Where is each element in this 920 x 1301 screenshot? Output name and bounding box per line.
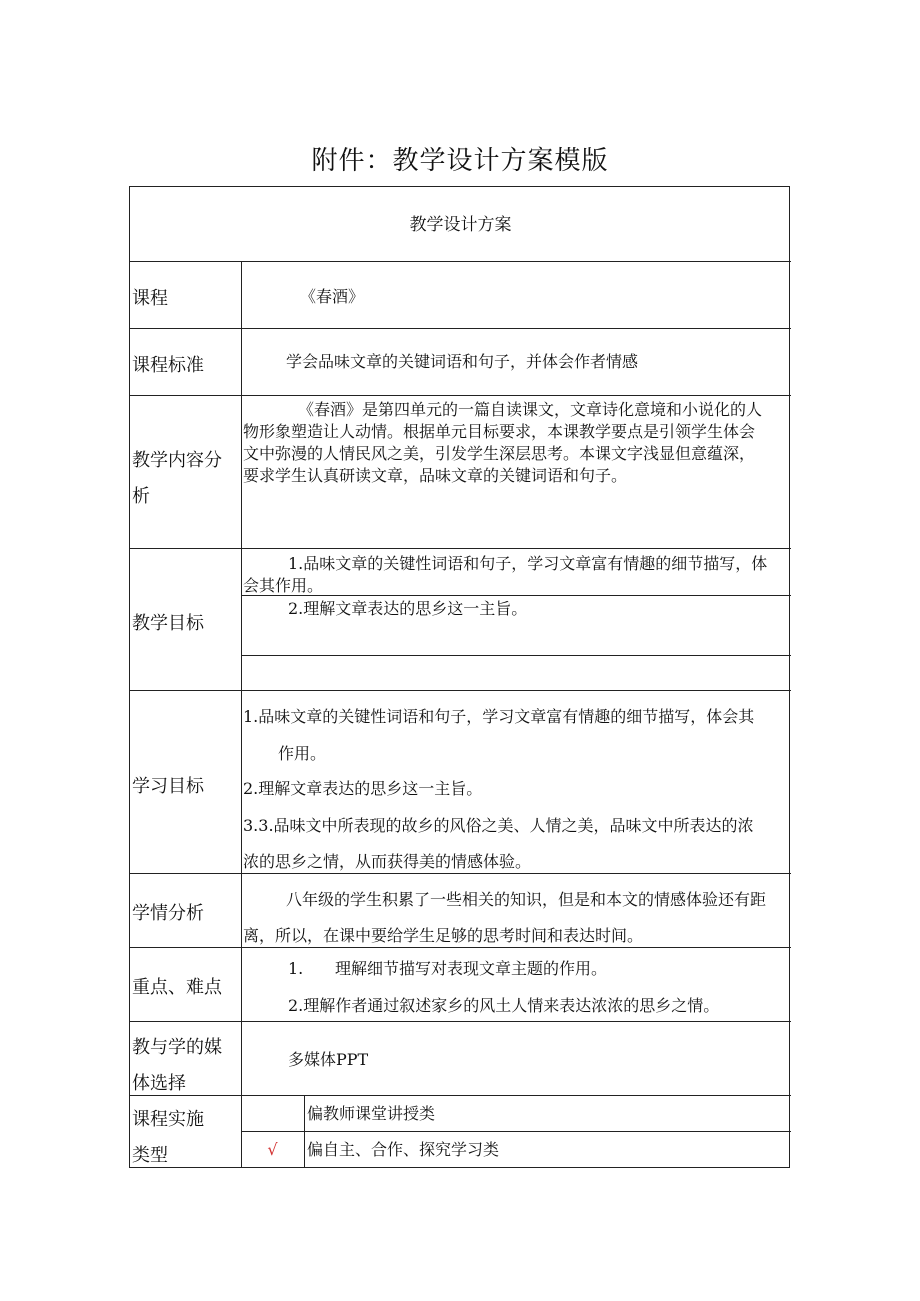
key-point-2: 2.理解作者通过叙述家乡的风土人情来表达浓浓的思乡之情。 [288, 996, 720, 1015]
row-divider [130, 261, 791, 262]
key-point-1-text: 理解细节描写对表现文章主题的作用。 [335, 959, 608, 978]
row-divider [130, 1021, 791, 1022]
row-divider [130, 1095, 791, 1096]
type-option-1-text: 偏教师课堂讲授类 [307, 1104, 436, 1123]
student-analysis-line2: 离，所以，在课中要给学生足够的思考时间和表达时间。 [243, 926, 644, 945]
row-divider [130, 328, 791, 329]
teaching-goal-2: 2.理解文章表达的思乡这一主旨。 [288, 599, 528, 618]
media-value: 多媒体PPT [288, 1050, 369, 1069]
course-label: 课程 [132, 288, 168, 309]
student-analysis-line1: 八年级的学生积累了一些相关的知识，但是和本文的情感体验还有距 [286, 890, 767, 909]
row-divider [130, 690, 791, 691]
content-analysis-line: 物形象塑造让人动情。根据单元目标要求，本课教学要点是引领学生体会 [243, 422, 756, 441]
sub-row-divider [241, 1131, 791, 1132]
column-divider [241, 261, 242, 1167]
column-divider [304, 1095, 305, 1167]
content-analysis-line: 要求学生认真研读文章，品味文章的关键词语和句子。 [243, 466, 628, 485]
course-type-label-line2: 类型 [132, 1145, 168, 1166]
sub-row-divider [241, 595, 791, 596]
content-analysis-line: 《春酒》是第四单元的一篇自读课文，文章诗化意境和小说化的人 [298, 400, 763, 419]
course-value: 《春酒》 [300, 287, 365, 306]
media-label-line1: 教与学的媒 [132, 1037, 222, 1058]
learning-goal-line: 作用。 [278, 744, 327, 763]
key-point-1-number: 1. [288, 959, 304, 978]
document-title: 附件：教学设计方案模版 [311, 146, 609, 176]
content-analysis-label-line1: 教学内容分 [132, 450, 222, 471]
learning-goal-line: 浓的思乡之情，从而获得美的情感体验。 [243, 852, 532, 871]
type-option-2-text: 偏自主、合作、探究学习类 [307, 1140, 500, 1159]
learning-goal-line: 3.3.品味文中所表现的故乡的风俗之美、人情之美，品味文中所表达的浓 [243, 816, 754, 835]
check-mark-icon[interactable]: √ [267, 1140, 278, 1159]
student-analysis-label: 学情分析 [132, 903, 204, 924]
standard-value: 学会品味文章的关键词语和句子，并体会作者情感 [286, 352, 639, 371]
row-divider [130, 548, 791, 549]
teaching-goals-label: 教学目标 [132, 613, 204, 634]
teaching-design-table [129, 186, 790, 1168]
key-points-label: 重点、难点 [132, 977, 222, 998]
standard-label: 课程标准 [132, 355, 204, 376]
learning-goal-line: 1.品味文章的关键性词语和句子，学习文章富有情趣的细节描写，体会其 [243, 707, 755, 726]
teaching-goal-1-line1: 1.品味文章的关键性词语和句子，学习文章富有情趣的细节描写，体 [288, 554, 768, 573]
media-label-line2: 体选择 [132, 1073, 186, 1094]
row-divider [130, 395, 791, 396]
content-analysis-label-line2: 析 [132, 486, 150, 507]
teaching-goal-1-line2: 会其作用。 [243, 576, 324, 595]
learning-goal-line: 2.理解文章表达的思乡这一主旨。 [243, 779, 483, 798]
content-analysis-line: 文中弥漫的人情民风之美，引发学生深层思考。本课文字浅显但意蕴深， [243, 444, 756, 463]
row-divider [130, 947, 791, 948]
course-type-label-line1: 课程实施 [132, 1109, 204, 1130]
sub-row-divider [241, 655, 791, 656]
row-divider [130, 873, 791, 874]
table-header: 教学设计方案 [409, 215, 512, 235]
learning-goals-label: 学习目标 [132, 776, 204, 797]
